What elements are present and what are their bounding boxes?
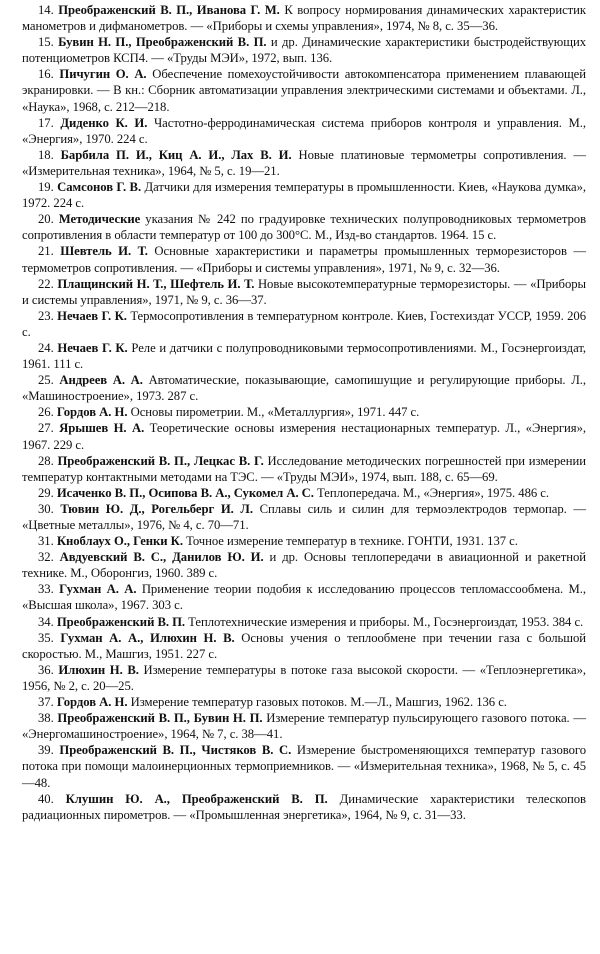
reference-number: 14. (38, 3, 54, 17)
reference-item (22, 147, 586, 179)
reference-text: Реле и датчики с полупроводниковыми термосопротивлениями. М., Госэнергоиздат, 1961. 111 с. (22, 340, 586, 372)
reference-number: 23. (38, 308, 54, 323)
reference-text: и др. Динамические характеристики быстродействующих потенциометров КСП4. — «Труды МЭИ», 1972, вып. 136. (22, 35, 586, 66)
reference-authors: Бувин Н. П., Преображенский В. П. (58, 35, 267, 50)
reference-item (22, 501, 586, 533)
reference-item (22, 372, 586, 404)
reference-item (22, 710, 586, 742)
reference-number: 32. (38, 550, 54, 565)
reference-authors: Барбила П. И., Киц А. И., Лах В. И. (60, 147, 292, 162)
reference-text: Измерение температур пульсирующего газового потока. — «Энергомашиностроение», 1964, № 7, с. 38—41. (22, 711, 586, 742)
reference-number: 29. (38, 485, 54, 500)
reference-item (22, 340, 586, 372)
reference-text: Основные характеристики и параметры промышленных терморезисторов — термометров сопротивления. — «Приборы и системы управления», 1971, № 9, с. 32—36. (22, 244, 587, 275)
reference-authors: Шевтель И. Т. (60, 244, 148, 259)
reference-item (22, 404, 586, 420)
reference-number: 20. (38, 212, 54, 227)
reference-authors: Преображенский В. П. (56, 614, 186, 629)
reference-item (22, 581, 586, 613)
reference-item (22, 420, 586, 452)
reference-authors: Преображенский В. П., Лецкас В. Г. (57, 453, 264, 468)
reference-number: 38. (38, 711, 54, 726)
reference-number: 15. (38, 35, 54, 50)
reference-item (22, 179, 586, 211)
reference-number: 25. (38, 373, 54, 388)
reference-item (22, 453, 586, 485)
reference-text: и др. Основы теплопередачи в авиационной и ракетной технике. М., Оборонгиз, 1960. 389 с. (22, 550, 587, 581)
reference-authors: Ярышев Н. А. (59, 421, 145, 436)
reference-text: Частотно-ферродинамическая система приборов контроля и управления. М., «Энергия», 1970. 224 с. (22, 115, 586, 146)
reference-text: К вопросу нормирования динамических характеристик манометров и дифманометров. — «Приборы и схемы управления», 1974, № 8, с. 35—36. (22, 3, 586, 34)
reference-number: 31. (38, 534, 54, 549)
reference-authors: Тювин Ю. Д., Рогельберг И. Л. (60, 501, 253, 516)
reference-authors: Гордов А. Н. (56, 405, 128, 420)
reference-authors: Клушин Ю. А., Преображенский В. П. (65, 791, 328, 806)
reference-item (22, 276, 586, 308)
reference-number: 40. (38, 791, 54, 806)
reference-number: 35. (38, 630, 54, 645)
reference-item (22, 211, 586, 243)
reference-authors: Гухман А. А. (59, 582, 137, 597)
reference-number: 30. (38, 501, 54, 516)
reference-authors: Методические (58, 212, 141, 227)
reference-authors: Плащинский Н. Т., Шефтель И. Т. (57, 276, 255, 291)
reference-number: 34. (38, 614, 54, 629)
reference-item (22, 533, 586, 549)
reference-text: Исследование методических погрешностей при измерении температур контактными методами на ТЭС. — «Труды МЭИ», 1974, вып. 188, с. 65—69. (22, 453, 586, 484)
reference-item (22, 243, 586, 275)
reference-item (22, 630, 586, 662)
reference-number: 37. (38, 695, 54, 710)
reference-text: Применение теории подобия к исследованию процессов тепломассообмена. М., «Высшая школа», 1967. 303 с. (22, 582, 586, 613)
reference-authors: Исаченко В. П., Осипова В. А., Сукомел А. С. (56, 485, 314, 500)
reference-number: 18. (38, 147, 54, 162)
reference-authors: Преображенский В. П., Бувин Н. П. (57, 711, 263, 726)
reference-text: Теоретические основы измерения нестационарных температур. Л., «Энергия», 1967. 229 с. (22, 421, 586, 452)
reference-item (22, 115, 586, 147)
reference-number: 39. (38, 743, 54, 758)
reference-authors: Пичугин О. А. (59, 67, 147, 82)
reference-text: Обеспечение помехоустойчивости автокомпенсатора применением плавающей экранировки. — В кн.: Сборник автоматизации управления электрическими системами и объектами. Л., «Наука», 1968, с. 212—218. (22, 67, 586, 114)
reference-authors: Авдуевский В. С., Данилов Ю. И. (59, 550, 264, 565)
reference-text: Новые высокотемпературные терморезисторы. — «Приборы и системы управления», 1971, № 9, с. 36—37. (22, 276, 587, 307)
reference-text: Основы пирометрии. М., «Металлургия», 1971. 447 с. (130, 405, 420, 420)
reference-item (22, 549, 586, 581)
reference-item (22, 614, 586, 630)
reference-text: Динамические характеристики телескопов радиационных пирометров. — «Промышленная энергетика», 1964, № 9, с. 31—33. (22, 791, 586, 822)
reference-text: Теплопередача. М., «Энергия», 1975. 486 с. (317, 485, 549, 500)
reference-number: 26. (38, 405, 54, 420)
reference-text: указания № 242 по градуировке технических полупроводниковых термометров сопротивления в области температур от 100 до 300°С. М., Изд-во стандартов. 1964. 15 с. (22, 212, 587, 243)
reference-number: 22. (38, 276, 54, 291)
reference-item (22, 485, 586, 501)
reference-text: Новые платиновые термометры сопротивления. — «Измерительная техника», 1964, № 5, с. 19—21. (22, 147, 587, 178)
reference-text: Точное измерение температур в технике. ГОНТИ, 1931. 137 с. (186, 534, 518, 549)
reference-text: Основы учения о теплообмене при течении газа с большой скоростью. М., Машгиз, 1951. 227 с. (22, 630, 586, 661)
reference-item (22, 66, 586, 114)
reference-text: Датчики для измерения температуры в промышленности. Киев, «Наукова думка», 1972. 224 с. (22, 180, 587, 211)
reference-authors: Илюхин Н. В. (58, 662, 139, 677)
reference-authors: Андреев А. А. (59, 373, 143, 388)
reference-number: 36. (38, 662, 54, 677)
reference-number: 33. (38, 582, 54, 597)
reference-item (22, 742, 586, 790)
reference-number: 27. (38, 421, 54, 436)
reference-text: Автоматические, показывающие, самопишущие и регулирующие приборы. Л., «Машиностроение», 1973. 287 с. (22, 373, 586, 404)
reference-number: 21. (38, 244, 54, 259)
reference-number: 17. (38, 115, 54, 130)
reference-authors: Преображенский В. П., Чистяков В. С. (59, 743, 292, 758)
reference-text: Сплавы силь и силин для термоэлектродов термопар. — «Цветные металлы», 1976, № 4, с. 70—71. (22, 501, 587, 532)
reference-authors: Нечаев Г. К. (57, 308, 127, 323)
reference-item (22, 791, 586, 823)
reference-item (22, 34, 586, 66)
reference-text: Измерение температуры в потоке газа высокой скорости. — «Теплоэнергетика», 1956, № 2, с. 20—25. (22, 662, 587, 693)
reference-item (22, 662, 586, 694)
reference-number: 19. (38, 180, 54, 195)
reference-text: Теплотехнические измерения и приборы. М., Госэнергоиздат, 1953. 384 с. (188, 614, 584, 629)
reference-number: 28. (38, 453, 54, 468)
reference-authors: Кноблаух О., Генки К. (56, 534, 183, 549)
reference-authors: Диденко К. И. (60, 115, 148, 130)
reference-authors: Гордов А. Н. (56, 695, 128, 710)
reference-text: Измерение температур газовых потоков. М.—Л., Машгиз, 1962. 136 с. (130, 695, 507, 710)
reference-authors: Преображенский В. П., Иванова Г. М. (58, 3, 280, 17)
reference-authors: Нечаев Г. К. (57, 340, 128, 355)
reference-item (22, 308, 586, 340)
reference-item (22, 694, 586, 710)
reference-text: Термосопротивления в температурном контроле. Киев, Гостехиздат УССР, 1959. 206 с. (22, 308, 587, 339)
reference-number: 16. (38, 67, 54, 82)
reference-authors: Гухман А. А., Илюхин Н. В. (60, 630, 235, 645)
reference-authors: Самсонов Г. В. (57, 180, 142, 195)
reference-item (22, 2, 586, 34)
reference-number: 24. (38, 340, 54, 355)
reference-text: Измерение быстроменяющихся температур газового потока при помощи малоинерционных термоприемников. — «Измерительная техника», 1968, № 5, с. 45—48. (22, 743, 587, 790)
